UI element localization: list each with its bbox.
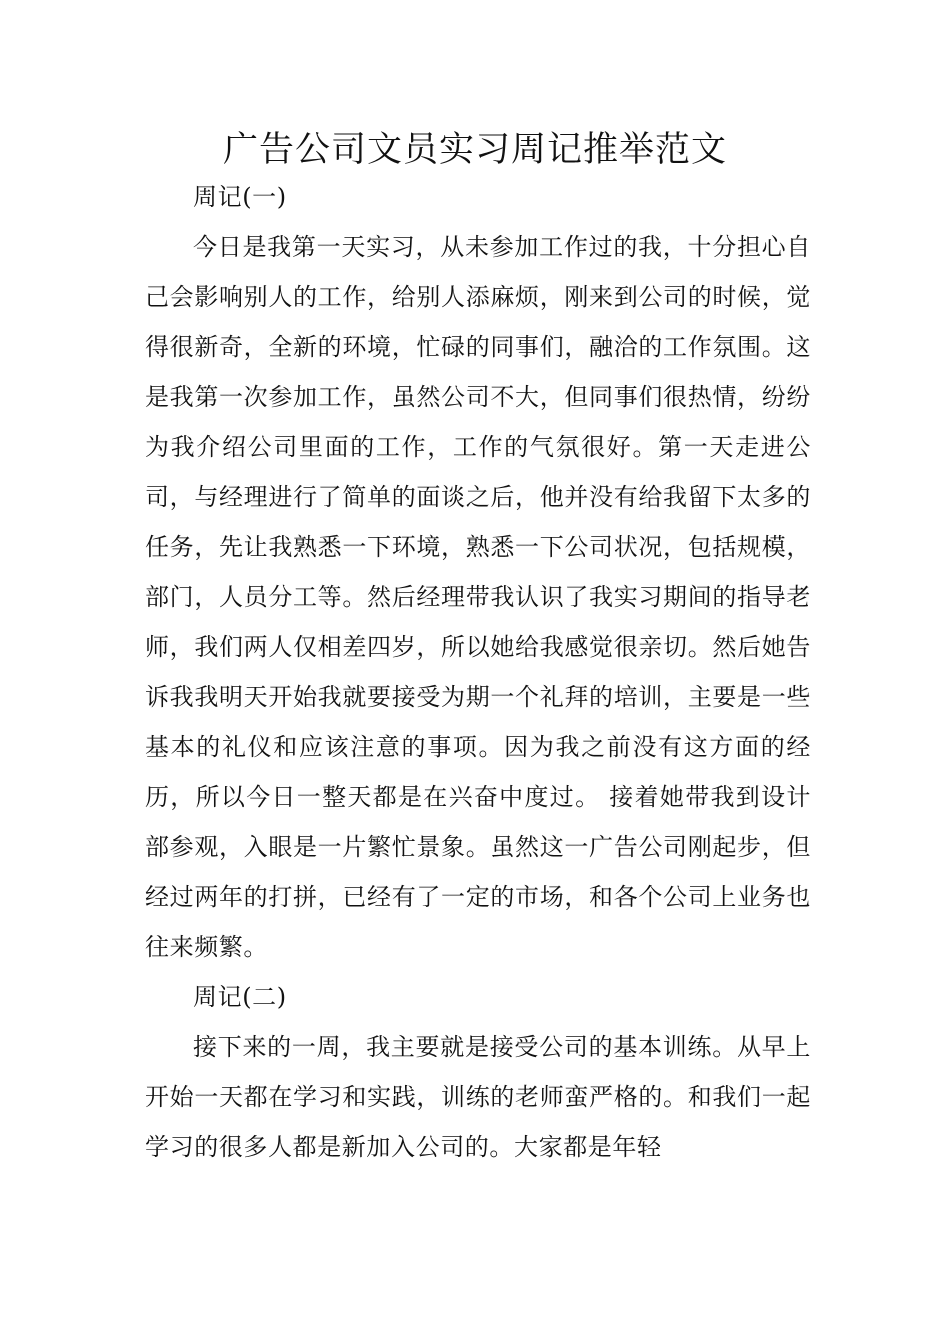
document-body	[145, 172, 811, 1172]
document-title: 广告公司文员实习周记推举范文	[222, 130, 727, 170]
section-heading-2: 周记(二)	[193, 983, 287, 1011]
section-paragraph-1: 今日是我第一天实习，从未参加工作过的我，十分担心自己会影响别人的工作，给别人添麻烦，刚来到公司的时候，觉得很新奇，全新的环境，忙碌的同事们，融洽的工作氛围。这是我第一次参加工作，虽然公司不大，但同事们很热情，纷纷为我介绍公司里面的工作，工作的气氛很好。第一天走进公司，与经理进行了简单的面谈之后，他并没有给我留下太多的任务，先让我熟悉一下环境，熟悉一下公司状况，包括规模，部门，人员分工等。然后经理带我认识了我实习期间的指导老师，我们两人仅相差四岁，所以她给我感觉很亲切。然后她告诉我我明天开始我就要接受为期一个礼拜的培训，主要是一些基本的礼仪和应该注意的事项。因为我之前没有这方面的经历，所以今日一整天都是在兴奋中度过。 接着她带我到设计部参观，入眼是一片繁忙景象。虽然这一广告公司刚起步，但经过两年的打拼，已经有了一定的市场，和各个公司上业务也往来频繁。	[145, 233, 811, 961]
section-paragraph-2: 接下来的一周，我主要就是接受公司的基本训练。从早上开始一天都在学习和实践，训练的老师蛮严格的。和我们一起学习的很多人都是新加入公司的。大家都是年轻	[145, 1033, 811, 1161]
section-heading-1: 周记(一)	[193, 183, 287, 211]
